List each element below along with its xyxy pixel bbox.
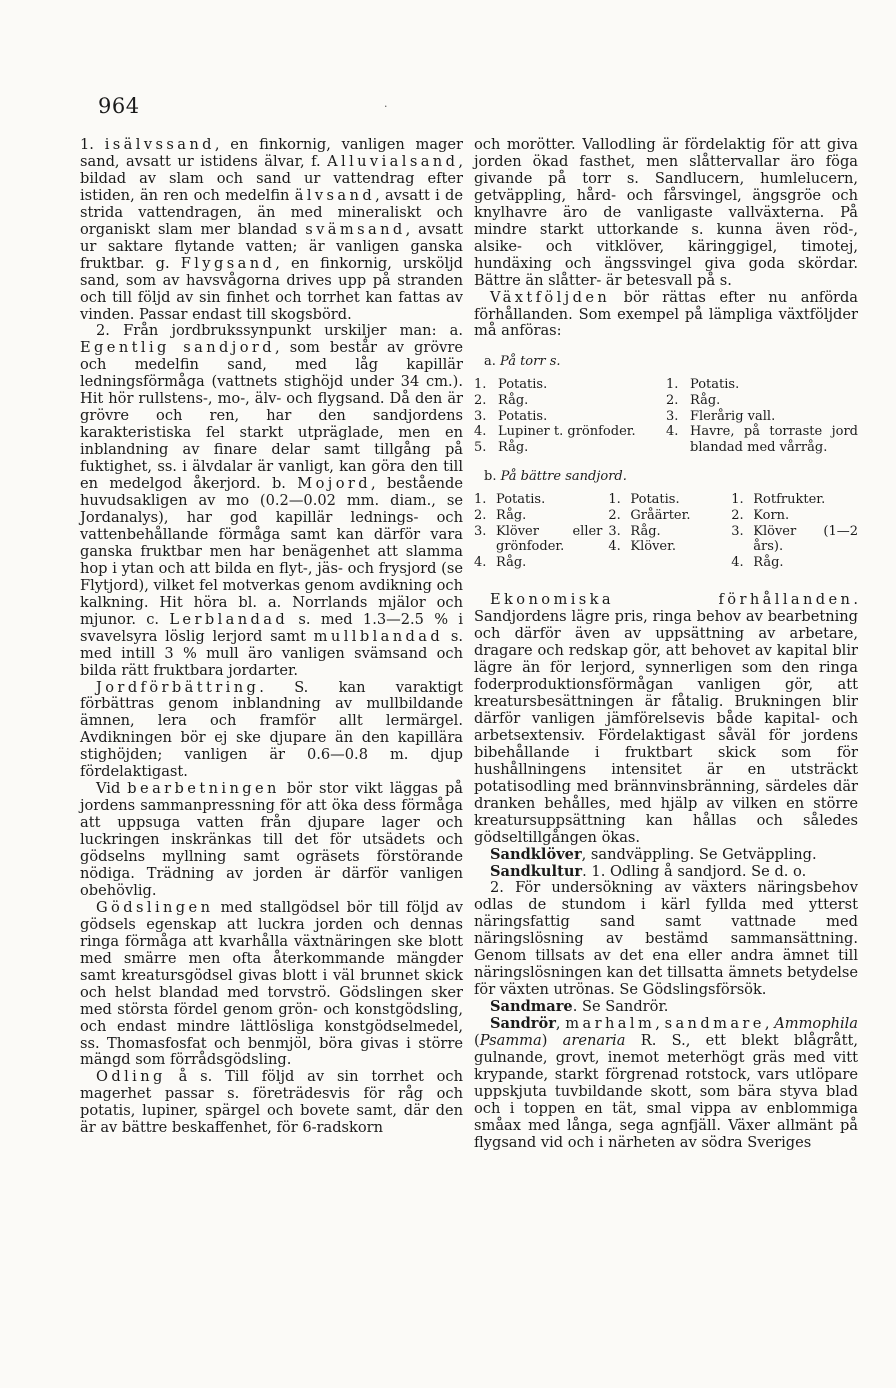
text-run: ,	[764, 1015, 775, 1033]
rotation-row	[731, 524, 858, 555]
entry-sandkultur	[474, 864, 858, 881]
text-run: Vid	[96, 780, 128, 798]
text-run: och morötter. Vallodling är fördelaktig för att giva jorden ökad fasthet, men slåttervallar äro föga givande på torr s. Sandlucern, humlelucern, getväppling, hård- och fårsvingel, ängsgröe och knylhavre äro de vanligaste vallväxterna. På mindre starkt uttorkande s. kunna även röd-, alsike- och vitklöver, käringgigel, timotej, hundäxing och ängssvingel giva goda skördar. Bättre än slåtter- är betesvall på s.	[474, 136, 858, 289]
right-column	[474, 137, 858, 1152]
rotation-step-number: 5.	[474, 439, 487, 455]
rotation-crop: Gråärter.	[630, 507, 691, 523]
text-run: Gödslingen	[96, 898, 214, 916]
rotation-step-number: 3.	[474, 408, 487, 424]
rotation-crop: Lupiner t. grönfoder.	[498, 424, 636, 440]
text-run: arenaria	[562, 1032, 626, 1050]
text-run: Odling	[96, 1068, 166, 1086]
page-number: 964	[98, 94, 140, 118]
text-run: R. S., ett blekt blågrått, gulnande, grovt, inemot meterhögt gräs med vitt krypande, starkt förgrenad rotstock, vars utlöpare uppskjuta tuvbildande skott, som bära styva blad och i toppen en tät, smal vippa av enblommiga småax med långa, sega agnfjäll. Växer allmänt på flygsand vid och i närheten av södra Sveriges	[474, 1032, 858, 1151]
rotation-crop: Potatis.	[498, 408, 548, 424]
rotation-crop: Rotfrukter.	[753, 492, 826, 508]
text-run: isälvssand	[104, 136, 215, 153]
text-run: , en finkornig, vanligen mager sand, avsatt ur istidens älvar, f.	[80, 136, 463, 170]
text-run: , avsatt ur saktare flytande vatten; är vanligen ganska fruktbar. g.	[80, 220, 463, 272]
text-run: Jordförbättring	[96, 678, 260, 696]
text-run: 2. Från jordbrukssynpunkt urskiljer man: a.	[96, 322, 463, 340]
rotation-crop: Råg.	[630, 523, 661, 539]
rotation-row	[474, 377, 656, 393]
text-run: mullblandad	[313, 627, 444, 645]
rotation-row	[731, 492, 858, 508]
left-column	[80, 137, 463, 1137]
rotation-step-number: 1.	[731, 492, 744, 508]
text-run: . 1. Odling å sandjord. Se d. o.	[582, 862, 807, 880]
rotation-step-number: 1.	[474, 492, 487, 508]
rotation-crop: Klöver.	[630, 539, 677, 555]
rotation-a-list-1	[474, 377, 656, 455]
rotation-step-number: 3.	[666, 408, 679, 424]
text-run: . Se Sandrör.	[572, 998, 669, 1016]
rotation-b-col1	[474, 492, 608, 570]
text-run: Mojord	[297, 475, 372, 493]
rotation-b-heading	[484, 469, 858, 486]
text-run: Psamma	[479, 1032, 542, 1050]
rotation-b-col2	[608, 492, 731, 570]
rotation-a-col1	[474, 377, 666, 455]
text-run: svämsand	[305, 220, 406, 238]
rotation-crop: Potatis.	[630, 492, 680, 508]
text-run: Lerblandad	[169, 610, 289, 628]
text-run: Sandkultur	[490, 862, 583, 880]
paragraph-tillage	[80, 781, 463, 900]
rotation-row	[474, 555, 602, 571]
rotation-step-number: 3.	[474, 523, 487, 539]
rotation-crop: Korn.	[753, 507, 790, 523]
rotation-step-number: 4.	[666, 424, 679, 440]
rotation-b-col3	[731, 492, 858, 570]
rotation-crop: Råg.	[690, 392, 721, 408]
text-run: , sandväppling. Se Getväppling.	[581, 845, 817, 863]
rotation-step-number: 3.	[608, 523, 621, 539]
paragraph-crop-rotation	[474, 290, 858, 341]
text-run: , avsatt i de strida vattendragen, än med mineraliskt och organiskt slam mer blandad	[80, 186, 464, 238]
rotation-b-table	[474, 492, 858, 570]
rotation-step-number: 4.	[474, 424, 487, 440]
paragraph-cultivation	[80, 1069, 463, 1137]
text-run: , bestående huvudsakligen av mo (0.2—0.02 mm. diam., se Jordanalys), har god kapillär lednings- och vattenbehållande förmåga samt kan därför vara ganska fruktbar men har benägenhet att slamma hop i ytan och att bilda en flyt-, jäs- och frysjord (se Flytjord), vilket fel motverkas genom avdikning och kalkning. Hit höra bl. a. Norrlands mjälor och mjunor. c.	[80, 475, 464, 628]
rotation-step-number: 2.	[474, 392, 487, 408]
rotation-row	[666, 377, 858, 393]
rotation-a-label: a.	[484, 354, 496, 370]
rotation-row	[474, 424, 656, 440]
text-run: Ammophila	[774, 1015, 858, 1033]
text-run: sandmare	[664, 1015, 765, 1033]
text-run: älvsand	[294, 186, 376, 204]
rotation-step-number: 4.	[731, 554, 744, 570]
entry-sandklover	[474, 847, 858, 864]
text-run: 2. För undersökning av växters näringsbehov odlas de stundom i kärl fyllda med ytterst näringsfattig sand samt vattnade med näringslösning av bestämd sammansättning. Genom tillsats av det ena eller andra ämnet till näringslösningen kan det tillsatta ämnets betydelse för växten utrönas. Se Gödslingsförsök.	[474, 879, 858, 999]
paragraph-economics	[474, 592, 858, 846]
text-run: Flygsand	[180, 254, 276, 272]
paragraph-agricultural-classification	[80, 323, 463, 679]
rotation-crop: Råg.	[496, 554, 527, 570]
rotation-b-list-2	[608, 492, 725, 554]
rotation-row	[474, 440, 656, 456]
text-run: , bildad av slam och sand ur vattendrag efter istiden, än ren och medelfin	[80, 152, 463, 204]
entry-sandror	[474, 1016, 858, 1152]
rotation-b-list-3	[731, 492, 858, 570]
text-run: (	[474, 1032, 480, 1050]
text-run: . Sandjordens lägre pris, ringa behov av bearbetning och därför även av uppsättning av arbetare, dragare och redskap gör, att behovet av kapital blir lägre än för lerjord, synnerligen som den ringa foderproduktionsförmågan vanligen gör, att kreatursbesättningen är fåtalig. Brukningen blir därför vanligen jämförelsevis både kapital- och arbetsextensiv. Fördelaktigast såväl för jordens bibehållande i fruktbart skick som för hushållningens intensitet är en utsträckt potatisodling med brännvinsbränning, särdeles där dranken behålles, med hjälp av vilken en större kreatursuppsättning kan hållas och således gödseltillgången ökas.	[474, 591, 858, 846]
text-run: marhalm	[565, 1015, 656, 1033]
rotation-b-list-1	[474, 492, 602, 570]
rotation-row	[666, 424, 858, 455]
rotation-a-col2	[666, 377, 858, 455]
text-run: Sandmare	[490, 998, 573, 1016]
text-run: Ekonomiska förhållanden	[490, 591, 854, 609]
text-run: 1.	[80, 136, 105, 153]
text-run: ,	[555, 1015, 566, 1033]
rotation-row	[666, 393, 858, 409]
rotation-crop: Råg.	[496, 507, 527, 523]
text-run: Växtföljden	[490, 288, 611, 306]
rotation-row	[608, 539, 725, 555]
text-run: s. med intill 3 % mull äro vanligen svämsand och bilda rätt fruktbara jordarter.	[80, 627, 463, 679]
rotation-a-list-2	[666, 377, 858, 455]
text-run: bör rättas efter nu anförda förhållanden. Som exempel på lämpliga växtföljder må anföras:	[474, 288, 858, 340]
rotation-step-number: 2.	[608, 507, 621, 523]
rotation-row	[474, 524, 602, 555]
entry-sandkultur-2	[474, 880, 858, 999]
rotation-crop: Råg.	[753, 554, 784, 570]
rotation-crop: Klöver eller grönfoder.	[496, 523, 603, 555]
rotation-step-number: 3.	[731, 523, 744, 539]
rotation-step-number: 1.	[666, 377, 679, 393]
rotation-row	[608, 492, 725, 508]
rotation-row	[731, 508, 858, 524]
rotation-step-number: 2.	[666, 392, 679, 408]
paragraph-cultivation-cont	[474, 137, 858, 290]
text-run: Sandklöver	[490, 845, 582, 863]
text-run: , som består av grövre och medelfin sand, med låg kapillär ledningsförmåga (vattnets stighöjd under 34 cm.). Hit hör rullstens-, mo-, älv- och flygsand. Då den är grövre och ren, har den sandjordens karakteristiska fel starkt utpräglade, men en inblandning av finare delar samt tillgång på fuktighet, ss. i älvdalar är vanligt, kan göra den till en medelgod åkerjord. b.	[80, 339, 463, 493]
rotation-a-title: På torr s.	[500, 354, 561, 370]
rotation-a-heading	[484, 354, 858, 371]
text-run: Alluvialsand	[327, 152, 459, 170]
rotation-step-number: 1.	[474, 377, 487, 393]
rotation-step-number: 4.	[608, 539, 621, 555]
rotation-step-number: 2.	[731, 507, 744, 523]
entry-sandmare	[474, 999, 858, 1016]
text-run: Egentlig sandjord	[80, 339, 276, 357]
text-run: s. med 1.3—2.5 % i svavelsyra löslig lerjord samt	[80, 610, 463, 645]
text-run: )	[541, 1032, 563, 1050]
page-mark: ·	[384, 100, 388, 113]
rotation-row	[474, 492, 602, 508]
text-run: bearbetningen	[127, 780, 280, 798]
rotation-crop: Havre, på torraste jord blandad med vårråg.	[690, 424, 858, 455]
text-run: ,	[655, 1015, 665, 1033]
rotation-row	[666, 409, 858, 425]
rotation-crop: Flerårig vall.	[690, 408, 776, 424]
text-run: bör stor vikt läggas på jordens sammanpressning för att öka dess förmåga att uppsuga vatten från djupare lager och luckringen inskränkas till det för utsädets och gödselns myllning samt ogräsets förstörande nödiga. Trädning av jorden är därför vanligen obehövlig.	[80, 780, 463, 899]
rotation-crop: Potatis.	[690, 377, 740, 393]
rotation-step-number: 1.	[608, 492, 621, 508]
rotation-row	[474, 409, 656, 425]
paragraph-soil-improvement	[80, 680, 463, 782]
rotation-b-title: På bättre sandjord.	[500, 469, 627, 485]
rotation-step-number: 2.	[474, 507, 487, 523]
rotation-crop: Potatis.	[496, 492, 546, 508]
rotation-row	[474, 393, 656, 409]
rotation-row	[731, 555, 858, 571]
rotation-row	[608, 508, 725, 524]
paragraph-sand-types	[80, 137, 463, 323]
rotation-crop: Råg.	[498, 392, 529, 408]
rotation-crop: Klöver (1—2 års).	[753, 523, 858, 555]
rotation-step-number: 4.	[474, 554, 487, 570]
rotation-crop: Potatis.	[498, 377, 548, 393]
rotation-row	[608, 524, 725, 540]
rotation-crop: Råg.	[498, 439, 529, 455]
paragraph-fertilizing	[80, 900, 463, 1070]
text-run: , en finkornig, ursköljd sand, som av havsvågorna drives upp på stranden och till följd av sin finhet och torrhet kan fattas av vinden. Passar endast till skogsbörd.	[80, 254, 463, 323]
text-run: . S. kan varaktigt förbättras genom inblandning av mullbildande ämnen, lera och framför allt lermärgel. Avdikningen bör ej ske djupare än den kapillära stighöjden; vanligen är 0.6—0.8 m. djup fördelaktigast.	[80, 678, 463, 781]
rotation-row	[474, 508, 602, 524]
rotation-a-table	[474, 377, 858, 455]
text-run: å s. Till följd av sin torrhet och magerhet passar s. företrädesvis för råg och potatis, lupiner, spärgel och bovete samt, där den är av bättre beskaffenhet, för 6-radskorn	[80, 1068, 463, 1137]
text-run: med stallgödsel bör till följd av gödsels egenskap att luckra jorden och dennas ringa förmåga att kvarhålla växtnäringen ske blott med smärre men ofta återkommande mängder samt kreatursgödsel givas blott i väl brunnet skick och helst blandad med torvströ. Gödslingen sker med största fördel genom grön- och konstgödsling, och endast mindre lättlösliga konstgödselmedel, ss. Thomasfosfat och benmjöl, böra givas i större mängd som förrådsgödsling.	[80, 898, 463, 1069]
text-run: Sandrör	[490, 1015, 556, 1033]
rotation-b-label: b.	[484, 469, 497, 485]
